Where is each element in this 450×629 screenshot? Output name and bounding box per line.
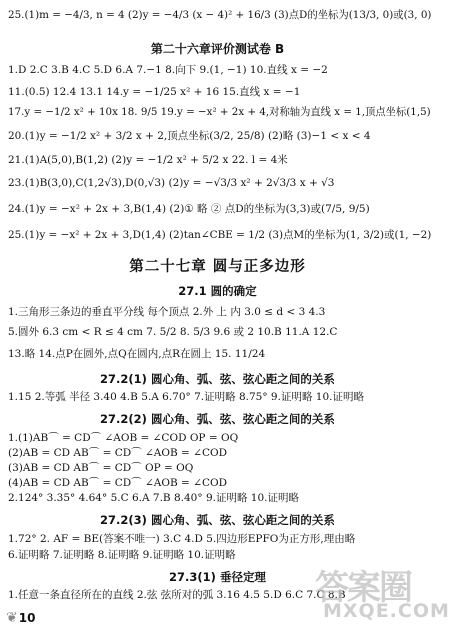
answer-line: (2)AB = CD AB⌒ = CD⌒ ∠AOB = ∠COD (8, 447, 228, 459)
answer-line: (4)AB = CD AB⌒ = CD⌒ ∠AOB = ∠COD (8, 477, 228, 489)
answer-line: 1.72° 2. AF = BE(答案不唯一) 3.C 4.D 5.四边形EPFO为正方形,理由略 (8, 533, 356, 545)
answer-line: (3)AB = CD AB⌒ = CD⌒ OP = OQ (8, 462, 194, 474)
answer-line: 2.124° 3.35° 4.64° 5.C 6.A 7.B 8.40° 9.证明略 10.证明略 (8, 492, 300, 504)
chapter-title-27: 第二十七章 圆与正多边形 (129, 259, 306, 275)
answer-line: 5.圆外 6.3 cm < R ≤ 4 cm 7. 5/2 8. 5/3 9.6 或 2 10.B 11.A 12.C (8, 326, 338, 338)
answer-line: 1.15 2.等弧 半径 3.40 4.B 5.A 6.70° 7.证明略 8.75° 9.证明略 10.证明略 (8, 391, 364, 403)
watermark-url: MXQE.COM (323, 600, 450, 622)
answer-line: 1.三角形三条边的垂直平分线 每个顶点 2.外 上 内 3.0 ≤ d < 3 4.3 (8, 306, 326, 318)
answer-line: 1.(1)AB⌒ = CD⌒ ∠AOB = ∠COD OP = OQ (8, 432, 239, 444)
answer-line: 13.略 14.点P在圆外,点Q在圆内,点R在圆上 15. 11/24 (8, 348, 266, 360)
section-title-27-1: 27.1 圆的确定 (178, 284, 257, 298)
answer-line: 24.(1)y = −x² + 2x + 3,B(1,4) (2)① 略 ② 点D的坐标为(3,3)或(7/5, 9/5) (8, 203, 370, 215)
swirl-icon: ❦ (6, 610, 18, 626)
answer-line: 25.(1)m = −4/3, n = 4 (2)y = −4/3 (x − 4)² + 16/3 (3)点D的坐标为(13/3, 0)或(3, 0) (8, 9, 432, 21)
section-title-27-2-3: 27.2(3) 圆心角、弧、弦、弦心距之间的关系 (100, 513, 335, 527)
answer-line: 21.(1)A(5,0),B(1,2) (2)y = −1/2 x² + 5/2 x 22. l = 4米 (8, 154, 288, 166)
watermark-text: 答案圈 (315, 568, 411, 608)
section-title-26B: 第二十六章评价测试卷 B (150, 42, 285, 56)
section-title-27-2-2: 27.2(2) 圆心角、弧、弦、弦心距之间的关系 (100, 412, 335, 426)
answer-line: 1.D 2.C 3.B 4.C 5.D 6.A 7.−1 8.向下 9.(1, −1) 10.直线 x = −2 (8, 64, 328, 76)
answer-line: 17.y = −1/2 x² + 10x 18. 9/5 19.y = −x² + 2x + 4,对称轴为直线 x = 1,顶点坐标(1,5) (8, 106, 431, 118)
answer-line: 1.任意一条直径所在的直线 2.弦 弦所对的弧 3.16 4.5 5.D 6.C 7.C 8.B (8, 589, 346, 601)
watermark-logo (315, 560, 450, 626)
page-number: ❦10 (6, 610, 36, 626)
answer-line: 23.(1)B(3,0),C(1,2√3),D(0,√3) (2)y = −√3/3 x² + 2√3/3 x + √3 (8, 177, 335, 189)
section-title-27-3-1: 27.3(1) 垂径定理 (169, 570, 266, 584)
answer-line: 6.证明略 7.证明略 8.证明略 9.证明略 10.证明略 (8, 549, 236, 561)
section-title-27-2-1: 27.2(1) 圆心角、弧、弦、弦心距之间的关系 (100, 372, 335, 386)
answer-line: 11.(0.5) 12.4 13.1 14.y = −1/25 x² + 16 15.直线 x = −1 (8, 86, 301, 98)
answer-line: 25.(1)y = −x² + 2x + 3,D(1,4) (2)tan∠CBE = 1/2 (3)点M的坐标为(1, 3/2)或(1, −2) (8, 229, 432, 241)
answer-line: 20.(1)y = −1/2 x² + 3/2 x + 2,顶点坐标(3/2, 25/8) (2)略 (3)−1 < x < 4 (8, 130, 371, 142)
